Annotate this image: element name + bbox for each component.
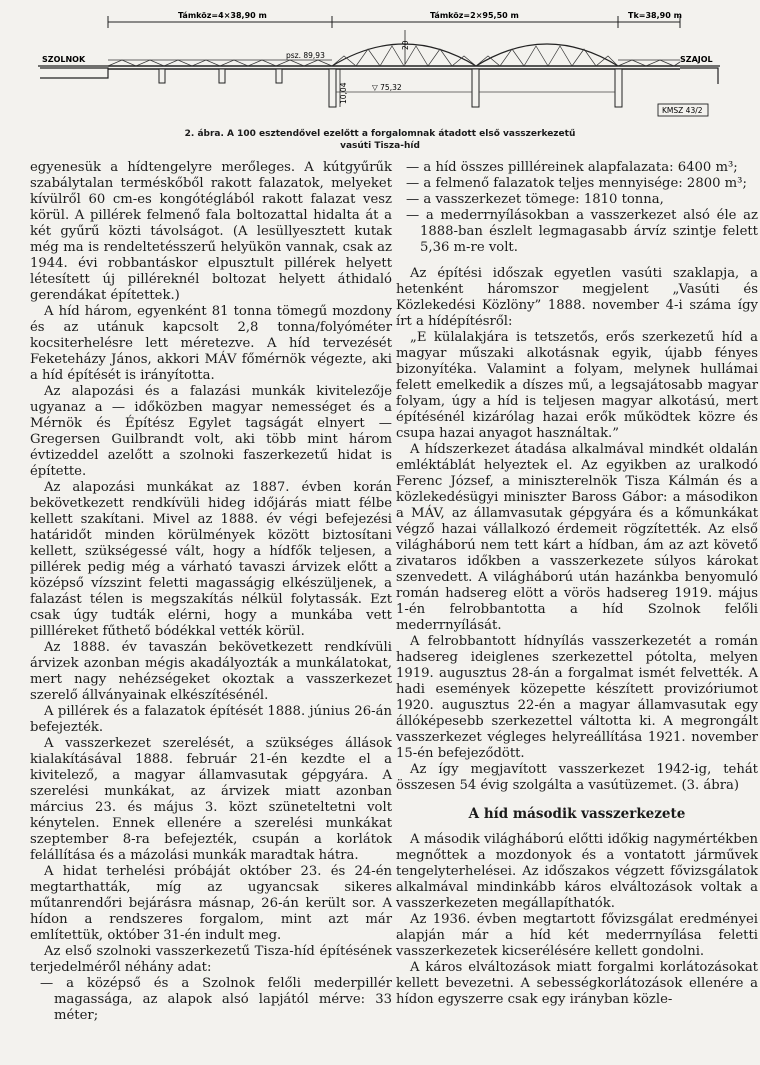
paragraph: Az 1936. évben megtartott fővizsgálat eredményei alapján már a híd két mederrnyílása feletti vasszerkezetek kicserélésére kellett gondolni.: [396, 912, 758, 959]
list-item: — a középső és a Szolnok felőli mederpillér magassága, az alapok alsó lapjától mérve: 33 méter;: [30, 976, 392, 1024]
span-right-label: Tk=38,90 m: [628, 11, 682, 20]
level-top-label: psz. 89,93: [286, 51, 325, 60]
city-right-label: SZAJOL: [680, 55, 713, 64]
data-list: [30, 976, 392, 1024]
paragraph: Az alapozási és a falazási munkák kivitelezője ugyanaz a — időközben magyar nemességet és a Mérnök és Építész Egylet tagságát elnyert — Gregersen Guilbrandt volt, aki több mint három évtizeddel azelőtt a szolnoki faszerkezetű hidat is építette.: [30, 384, 392, 479]
left-column: [30, 160, 392, 1024]
list-item: — a híd összes pillléreinek alapfalazata: 6400 m³;: [396, 160, 758, 176]
list-item: — a mederrnyílásokban a vasszerkezet alsó éle az 1888-ban észlelt legmagasabb árvíz szintje felett 5,36 m-re volt.: [396, 208, 758, 256]
level-bottom-label: ▽ 75,32: [372, 83, 402, 92]
bridge-elevation-drawing: [0, 0, 760, 118]
paragraph: A híd három, egyenként 81 tonna tömegű mozdony és az utánuk kapcsolt 2,8 tonna/folyóméter kocsiterhelésre lett méretezve. A híd tervezését Feketeházy János, akkori MÁV főmérnök végezte, aki a híd építését is irányította.: [30, 304, 392, 383]
paragraph: Az alapozási munkákat az 1887. évben korán bekövetkezett rendkívüli hideg időjárás miatt félbe kellett szakítani. Mivel az 1888. év végi befejezési határidőt minden körülmények között biztosítani kellett, szükségessé vált, hogy a hídfők teljesen, a pillérek pedig még a várható tavaszi árvizek előtt a középső vízszint feletti magasságig elkészüljenek, a falazást télen is megszakítás nélkül folytassák. Ezt csak úgy tudták elérni, hogy a munkába vett pillléreket fűthető bódékkal vették körül.: [30, 480, 392, 639]
quote-paragraph: „E külalakjára is tetszetős, erős szerkezetű híd a magyar műszaki alkotásnak egyik, újabb fényes bizonyítéka. Valamint a folyam, melynek hullámai felett emelkedik a díszes mű, a legsajátosabb magyar folyam, úgy a híd is teljesen magyar alkotású, mert építésénél kizárólag hazai erők működtek közre és csupa hazai anyagot használtak.”: [396, 330, 758, 441]
right-column: [396, 160, 758, 1008]
span-mid-label: Támköz=2×95,50 m: [430, 11, 519, 20]
paragraph: A káros elváltozások miatt forgalmi korlátozásokat kellett bevezetni. A sebességkorlátozások ellenére a hídon egyszerre csak egy irányban közle-: [396, 960, 758, 1007]
section-heading: A híd második vasszerkezete: [468, 806, 686, 822]
stamp-label: KMSZ 43/2: [662, 106, 703, 115]
figure-caption: 2. ábra. A 100 esztendővel ezelőtt a forgalomnak átadott első vasszerkezetű vasúti Tisza-híd: [184, 129, 576, 151]
span-left-label: Támköz=4×38,90 m: [178, 11, 267, 20]
city-left-label: SZOLNOK: [42, 55, 86, 64]
paragraph: A pillérek és a falazatok építését 1888. június 26-án befejezték.: [30, 704, 392, 735]
paragraph: A hídszerkezet átadása alkalmával mindkét oldalán emléktáblát helyeztek el. Az egyikben az uralkodó Ferenc József, a miniszterelnök Tisza Kálmán és a közlekedésügyi miniszter Baross Gábor: a másodikon a MÁV, az államvasutak gépgyára és a kőmunkákat végző hazai vállalkozó érdemeit rögzítették. Az első világháború nem tett kárt a hídban, ám az azt követő zivataros időkben a vasszerkezete súlyos károkat szenvedett. A világháború után hazánkba benyomuló román hadsereg elött a vörös hadsereg 1919. május 1-én felrobbantotta a híd Szolnok felőli mederrnyílását.: [396, 442, 758, 633]
data-list: [396, 160, 758, 256]
paragraph: A hidat terhelési próbáját október 23. és 24-én megtarthatták, míg az ugyancsak sikeres műtanrendőri bejárásra másnap, 26-án került sor. A hídon a rendszeres forgalom, mint azt már említettük, október 31-én indult meg.: [30, 864, 392, 943]
paragraph: A vasszerkezet szerelését, a szükséges állások kialakításával 1888. február 21-én kezdte el a kivitelező, a magyar államvasutak gépgyára. A szerelési munkákat, az árvizek miatt azonban március 23. és május 3. közt szüneteltetni volt kénytelen. Ennek ellenére a szerelési munkákat szeptember 8-ra befejezték, csupán a korlátok felállítása és a mázolási munkák maradtak hátra.: [30, 736, 392, 863]
paragraph: Az építési időszak egyetlen vasúti szaklapja, a hetenként háromszor megjelent „Vasúti és Közlekedési Közlöny” 1888. november 4-i száma így írt a hídépítésről:: [396, 266, 758, 329]
paragraph: egyenesük a hídtengelyre merőleges. A kútgyűrűk szabálytalan terméskőből rakott falazatok, melyeket kívülről 60 cm-es kongótéglából rakott falazat vesz körül. A pillérek felmenő fala boltozattal hidalta át a két gyűrű közti távolságot. (A lesüllyesztett kutak még ma is rendeltetésszerű helyükön vannak, csak az 1944. évi robbantáskor elpusztult pillérek helyett létesített új pilléreknél boltozat helyett áthidaló gerendákat építettek.): [30, 160, 392, 303]
paragraph: A második világháború előtti időkig nagymértékben megnőttek a mozdonyok és a vontatott járművek tengelyterhelései. Az időszakos végzett fővizsgálatok alkalmával mindinkább káros elváltozások voltak a vasszerkezeten megállapíthatók.: [396, 832, 758, 911]
list-item: — a felmenő falazatok teljes mennyisége: 2800 m³;: [396, 176, 758, 192]
paragraph: Az első szolnoki vasszerkezetű Tisza-híd építésének terjedelméről néhány adat:: [30, 944, 392, 975]
arch-height-label: 20: [401, 40, 410, 50]
paragraph: A felrobbantott hídnyílás vasszerkezetét a román hadsereg ideiglenes szerkezettel pótolta, melyen 1919. augusztus 28-án a forgalmat ismét felvették. A hadi események közepette készített provizóriumot 1920. augusztus 22-én a magyar államvasutak egy állóképesebb szerkezettel váltotta ki. A megrongált vasszerkezet végleges helyreállítása 1921. november 15-én befejeződött.: [396, 634, 758, 761]
paragraph: Az így megjavított vasszerkezet 1942-ig, tehát összesen 54 évig szolgálta a vasútüzemet. (3. ábra): [396, 762, 758, 793]
list-item: — a vasszerkezet tömege: 1810 tonna,: [396, 192, 758, 208]
depth-label: 10,04: [339, 82, 348, 104]
paragraph: Az 1888. év tavaszán bekövetkezett rendkívüli árvizek azonban mégis akadályozták a munkálatokat, mert nagy nehézségeket okoztak a vasszerkezet szerelő állványainak elkészítésénél.: [30, 640, 392, 703]
